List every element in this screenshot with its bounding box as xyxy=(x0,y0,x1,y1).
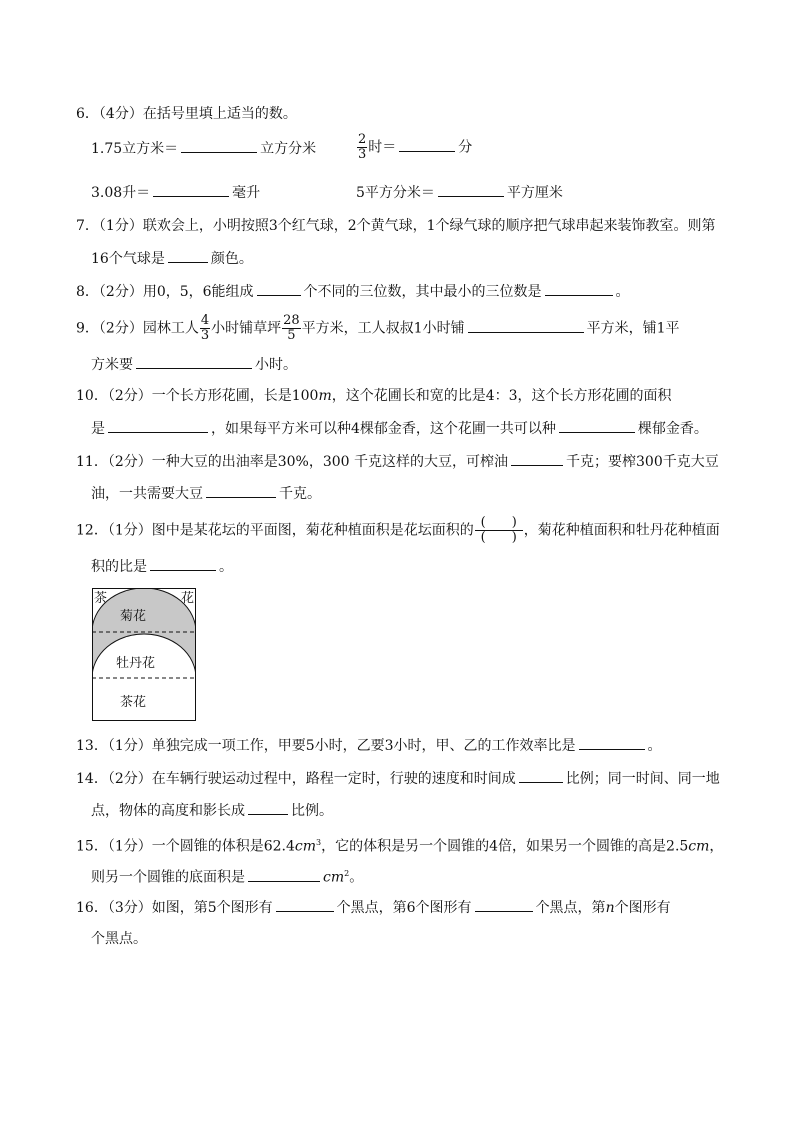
q9-text: 方米要 xyxy=(91,357,133,373)
q12-text: 积的比是 xyxy=(91,559,147,575)
q15-text: 则另一个圆锥的底面积是 xyxy=(91,869,245,886)
q15-text: ，它的体积是另一个圆锥的4倍，如果另一个圆锥的高是2.5 xyxy=(321,838,689,855)
q9-line1 xyxy=(76,313,680,343)
q11-line1 xyxy=(76,451,719,471)
q14-line1 xyxy=(76,768,720,788)
answer-blank[interactable] xyxy=(248,867,320,882)
q14-text: 比例；同一时间、同一地 xyxy=(565,771,720,787)
q7-line1: 7．（1分）联欢会上，小明按照3个红气球，2个黄气球，1个绿气球的顺序把气球串起来装饰教室。则第 xyxy=(76,218,716,234)
q10-line1 xyxy=(76,386,672,406)
q15-line1 xyxy=(76,833,723,853)
answer-blank[interactable] xyxy=(181,138,257,153)
answer-blank[interactable] xyxy=(579,735,645,750)
q9-text: 小时铺草坪 xyxy=(211,320,282,337)
q9-text: 9．（2分）园林工人 xyxy=(76,320,199,337)
fraction-numerator: 4 xyxy=(200,313,210,328)
unit-cm: cm xyxy=(323,869,345,886)
flower-bed-figure xyxy=(92,588,196,721)
q6-part-a xyxy=(91,138,316,159)
answer-blank[interactable] xyxy=(468,318,584,333)
corner-label-left: 茶 xyxy=(94,591,108,606)
q6-a-right: 立方分米 xyxy=(260,141,317,157)
fraction-blank[interactable] xyxy=(475,516,523,545)
fraction-denominator: 5 xyxy=(287,328,296,343)
answer-blank[interactable] xyxy=(519,768,563,783)
q6-part-b xyxy=(356,133,472,162)
variable-n: n xyxy=(605,900,615,916)
q16-text: 16．（3分）如图，第5个图形有 xyxy=(76,900,273,916)
q10-text: 是 xyxy=(91,421,105,437)
q11-text: 千克；要榨300千克大豆 xyxy=(566,454,719,470)
answer-blank[interactable] xyxy=(475,897,533,912)
q16-text: 个图形有 xyxy=(614,900,671,916)
q9-text: 小时。 xyxy=(255,357,297,373)
answer-blank[interactable] xyxy=(399,137,455,152)
answer-blank[interactable] xyxy=(559,418,635,433)
superscript: 3 xyxy=(316,838,322,847)
q16-line1 xyxy=(76,897,671,917)
q12-text: 。 xyxy=(219,559,233,575)
q8-line xyxy=(76,281,630,301)
fraction-denominator: 3 xyxy=(200,328,210,343)
q12-line1 xyxy=(76,515,720,545)
answer-blank[interactable] xyxy=(136,354,252,369)
unit-cm: cm xyxy=(294,838,317,855)
answer-blank[interactable] xyxy=(150,556,216,571)
q14-text: 比例。 xyxy=(291,803,333,819)
fraction-numerator: ( ) xyxy=(475,516,523,531)
q6-part-d xyxy=(356,182,563,203)
q11-line2 xyxy=(91,483,321,503)
answer-blank[interactable] xyxy=(438,182,504,197)
fraction-twenty-eight-fifths xyxy=(282,314,301,343)
chrysanthemum-label: 菊花 xyxy=(120,609,147,624)
corner-label-right: 花 xyxy=(180,591,194,606)
fraction-four-thirds xyxy=(200,314,210,343)
q12-text: ，菊花种植面积和牡丹花种植面 xyxy=(523,522,720,539)
q6-c-right: 毫升 xyxy=(232,185,261,201)
q10-line2 xyxy=(91,418,708,438)
fraction-denominator: 3 xyxy=(358,147,367,162)
answer-blank[interactable] xyxy=(545,281,613,296)
q11-text: 油，一共需要大豆 xyxy=(91,486,203,502)
q12-text: 12．（1分）图中是某花坛的平面图，菊花种植面积是花坛面积的 xyxy=(76,522,474,539)
q6-d-left: 5平方分米＝ xyxy=(356,185,435,201)
q6-b-right: 分 xyxy=(458,139,473,156)
q14-text: 14．（2分）在车辆行驶运动过程中，路程一定时，行驶的速度和时间成 xyxy=(76,771,516,787)
q6-d-right: 平方厘米 xyxy=(506,185,563,201)
q6-a-left: 1.75立方米＝ xyxy=(91,141,179,157)
answer-blank[interactable] xyxy=(511,451,563,466)
q6-stem: 6．（4分）在括号里填上适当的数。 xyxy=(76,106,297,122)
q8-text: 8．（2分）用0，5，6能组成 xyxy=(76,284,254,300)
q7-text: 颜色。 xyxy=(210,251,253,267)
q15-line2 xyxy=(91,864,363,884)
q7-text: 16个气球是 xyxy=(91,251,165,267)
fraction-two-thirds xyxy=(357,133,367,162)
answer-blank[interactable] xyxy=(168,248,208,263)
q13-line xyxy=(76,735,662,755)
q16-text: 个黑点，第 xyxy=(535,900,606,916)
q16-text: 个黑点，第6个图形有 xyxy=(336,900,472,916)
answer-blank[interactable] xyxy=(153,182,229,197)
q16-line2: 个黑点。 xyxy=(91,931,147,947)
camellia-label: 茶花 xyxy=(120,695,147,710)
answer-blank[interactable] xyxy=(108,418,208,433)
q14-line2 xyxy=(91,800,333,820)
q14-text: 点，物体的高度和影长成 xyxy=(91,803,245,819)
answer-blank[interactable] xyxy=(248,800,288,815)
fraction-numerator: 2 xyxy=(358,132,367,147)
fraction-denominator: ( ) xyxy=(480,530,517,545)
q9-line2 xyxy=(91,354,297,374)
fraction-numerator: 28 xyxy=(283,313,300,328)
superscript: 2 xyxy=(344,869,350,878)
q6-b-mid: 时＝ xyxy=(368,139,397,156)
answer-blank[interactable] xyxy=(206,483,276,498)
unit-meter: m xyxy=(318,388,332,404)
q15-text: 。 xyxy=(349,869,364,886)
q9-text: 平方米，铺1平 xyxy=(586,320,680,337)
answer-blank[interactable] xyxy=(276,897,334,912)
q13-text: 。 xyxy=(647,738,662,754)
answer-blank[interactable] xyxy=(257,281,301,296)
q11-text: 11．（2分）一种大豆的出油率是30%，300 千克这样的大豆，可榨油 xyxy=(76,454,509,470)
q13-text: 13．（1分）单独完成一项工作，甲要5小时，乙要3小时，甲、乙的工作效率比是 xyxy=(76,738,576,754)
q15-text: ， xyxy=(709,838,724,855)
peony-label: 牡丹花 xyxy=(116,656,156,671)
q7-line2 xyxy=(91,248,253,268)
q10-text: 棵郁金香。 xyxy=(637,421,708,437)
q15-text: 15．（1分）一个圆锥的体积是62.4 xyxy=(76,838,295,855)
q8-text: 个不同的三位数，其中最小的三位数是 xyxy=(303,284,542,300)
unit-cm: cm xyxy=(688,838,710,855)
q10-text: ，这个花圃长和宽的比是4：3，这个长方形花圃的面积 xyxy=(331,388,672,404)
q6-c-left: 3.08升＝ xyxy=(91,185,151,201)
q9-text: 平方米，工人叔叔1小时铺 xyxy=(301,320,465,337)
q10-text: 10．（2分）一个长方形花圃，长是100 xyxy=(76,388,319,404)
q12-line2 xyxy=(91,556,233,576)
q10-text: ，如果每平方米可以种4棵郁金香，这个花圃一共可以种 xyxy=(211,421,556,437)
q11-text: 千克。 xyxy=(279,486,321,502)
q6-part-c xyxy=(91,182,260,203)
q8-text: 。 xyxy=(615,284,630,300)
